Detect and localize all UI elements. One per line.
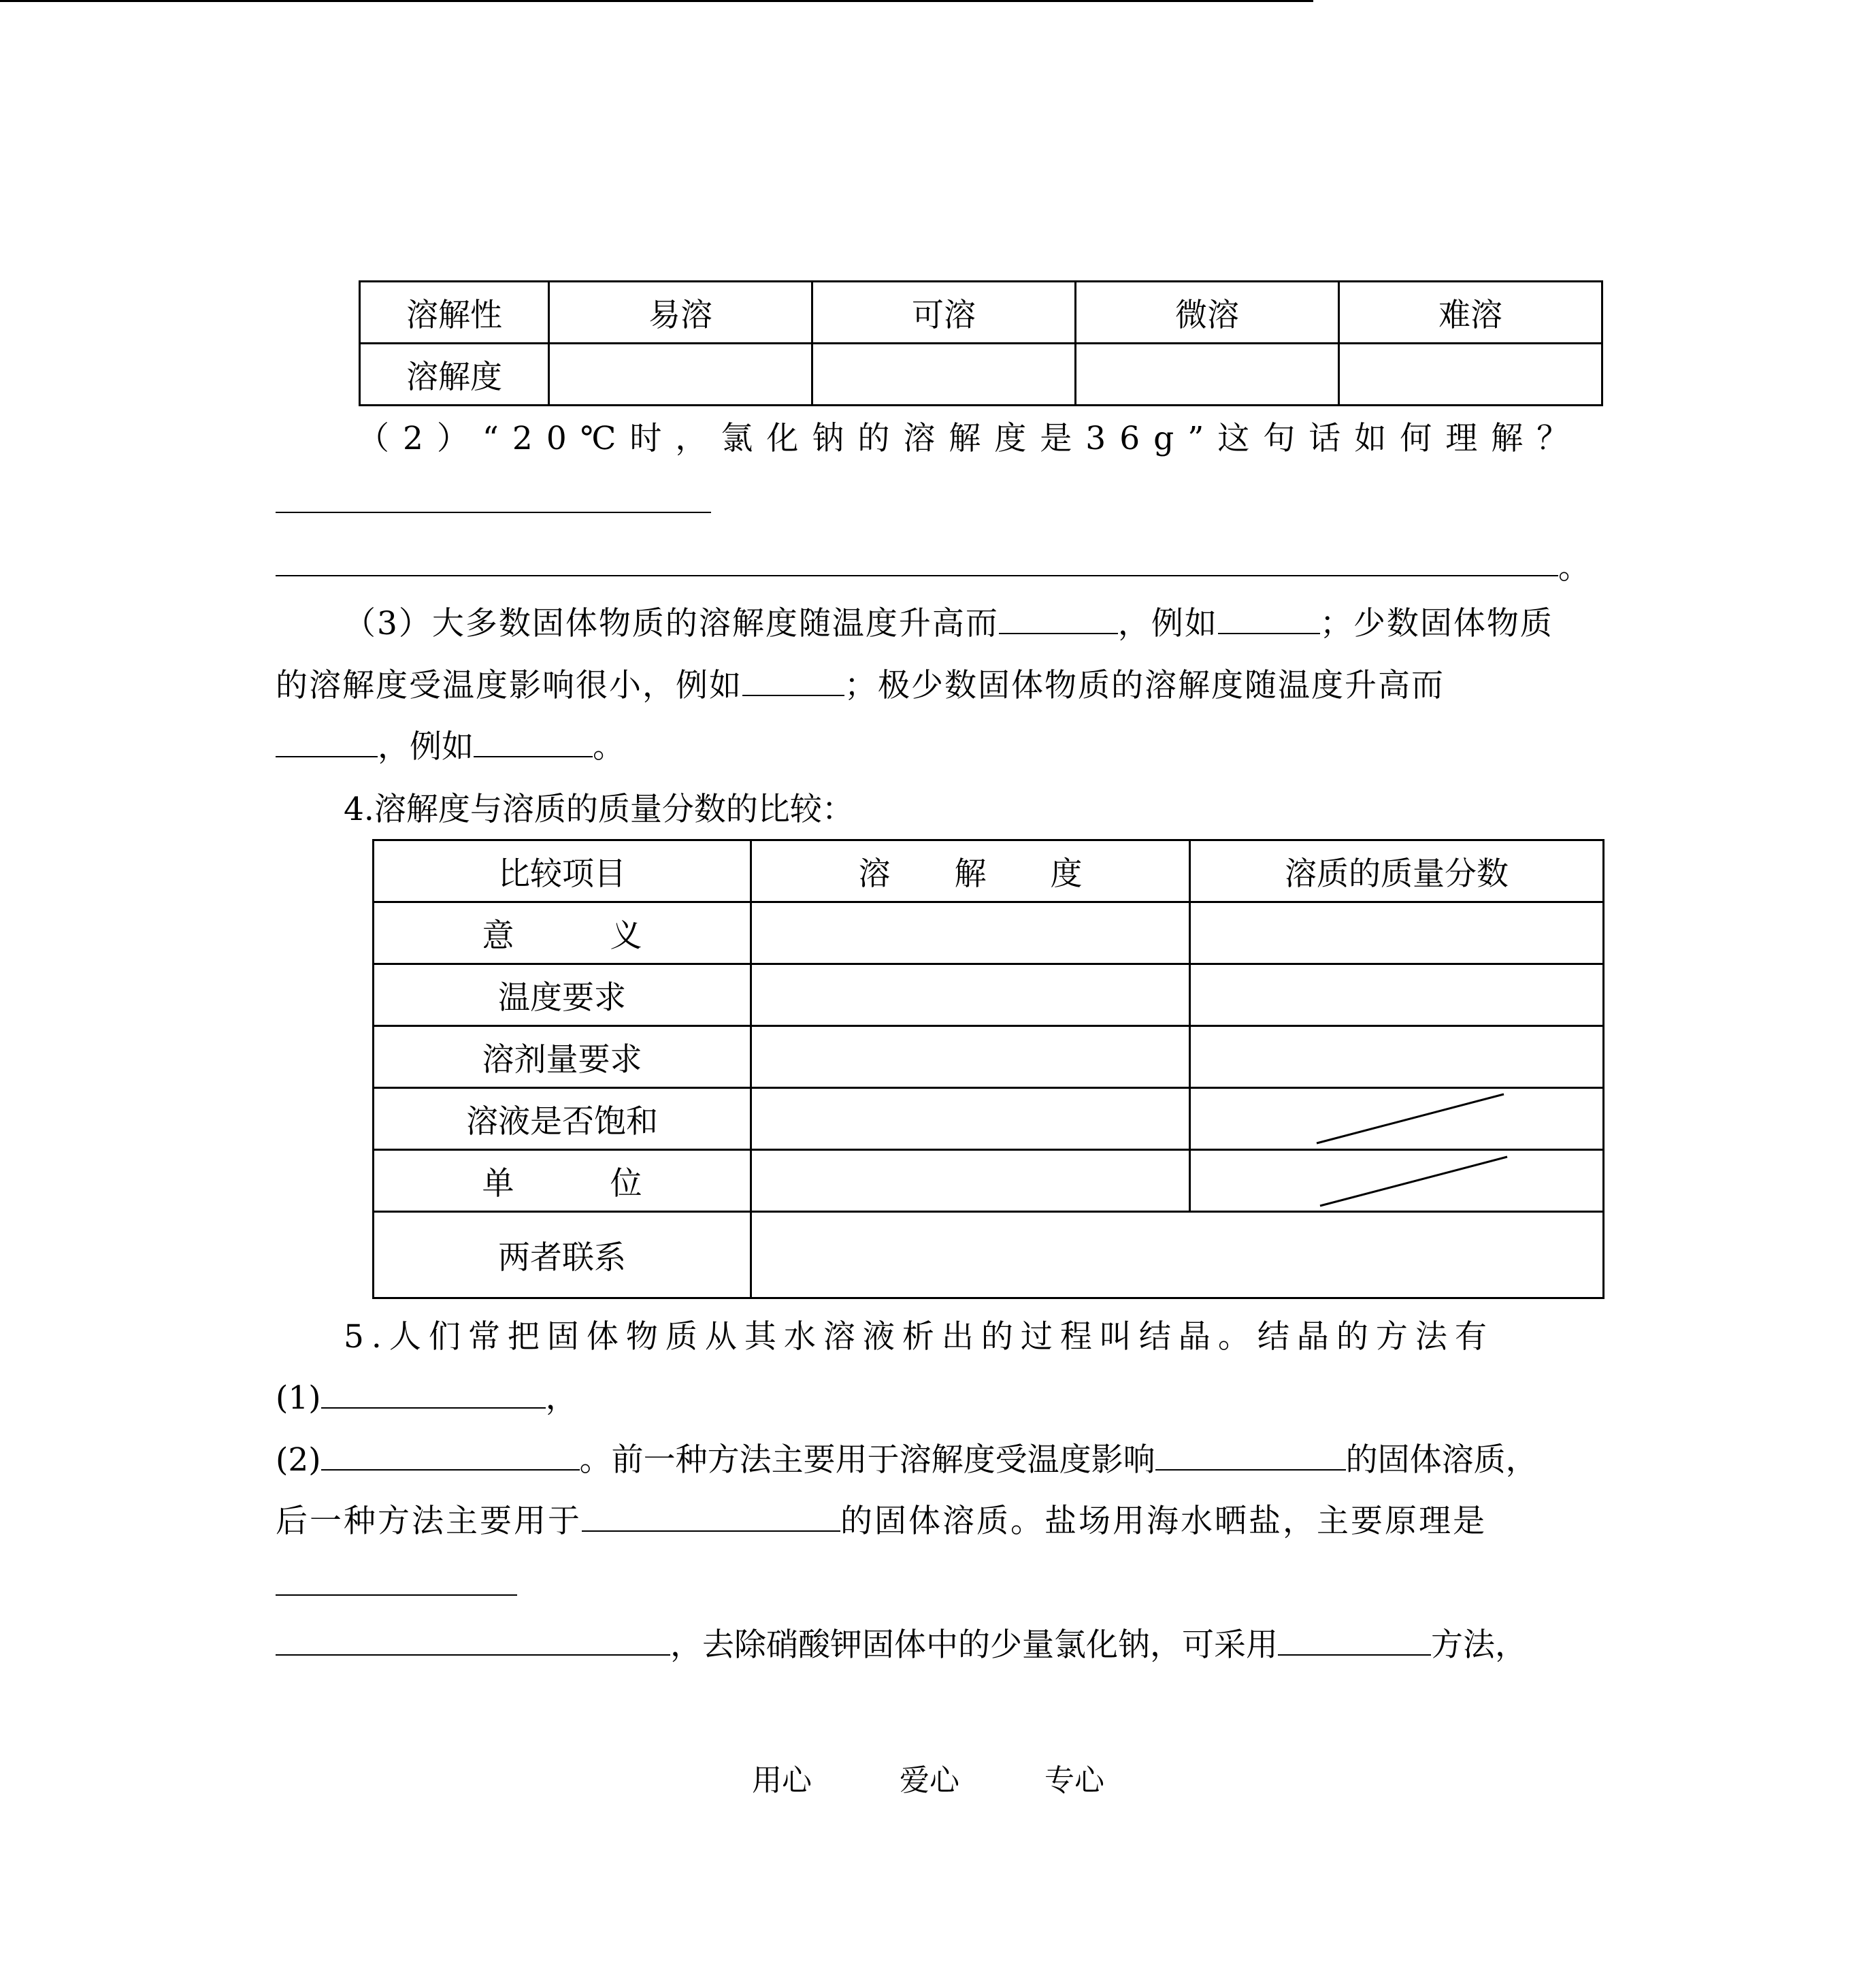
- table-cell: 溶液是否饱和: [374, 1088, 751, 1150]
- table-cell: 可溶: [812, 282, 1076, 344]
- text: 。: [593, 728, 625, 766]
- text: 方法，: [1431, 1626, 1527, 1664]
- question-4-title: 4.溶解度与溶质的质量分数的比较：: [344, 791, 854, 828]
- question-3-line-3: [276, 727, 625, 768]
- text: 的固体溶质，: [1345, 1441, 1538, 1479]
- question-5-line-2: [276, 1378, 578, 1419]
- period: 。: [1558, 549, 1590, 587]
- table-row: [374, 1088, 1604, 1150]
- table-cell: 意 义: [374, 902, 751, 964]
- text: ，去除硝酸钾固体中的少量氯化钠，可采用: [670, 1626, 1278, 1664]
- text: (2): [276, 1441, 321, 1479]
- text: ，例如: [1117, 605, 1218, 642]
- table-row: [374, 1212, 1604, 1298]
- text: (1): [276, 1379, 321, 1417]
- table-row: [374, 902, 1604, 964]
- text: ，: [545, 1379, 578, 1417]
- fill-blank[interactable]: [474, 727, 593, 757]
- table-cell: 溶 解 度: [751, 840, 1190, 902]
- fill-blank[interactable]: [321, 1379, 546, 1409]
- answer-cell[interactable]: [751, 964, 1190, 1026]
- question-5-line-4: [276, 1501, 1487, 1542]
- footer-text: 用心: [752, 1763, 812, 1798]
- table-row: [374, 840, 1604, 902]
- fill-blank[interactable]: [1155, 1441, 1346, 1471]
- text: ；极少数固体物质的溶解度随温度升高而: [844, 667, 1445, 704]
- footer-text: 专心: [1044, 1763, 1104, 1798]
- question-5-line-6: [276, 1625, 1527, 1666]
- answer-cell[interactable]: [1190, 1026, 1604, 1088]
- answer-cell[interactable]: [812, 344, 1076, 406]
- table-cell: 两者联系: [374, 1212, 751, 1298]
- text: 的固体溶质。盐场用海水晒盐，主要原理是: [840, 1503, 1487, 1540]
- text: ；少数固体物质: [1319, 605, 1553, 642]
- answer-line[interactable]: [276, 1594, 517, 1596]
- answer-cell[interactable]: [751, 1088, 1190, 1150]
- table-row: [374, 1026, 1604, 1088]
- table-cell: 溶剂量要求: [374, 1026, 751, 1088]
- table-cell: 温度要求: [374, 964, 751, 1026]
- text: （3）大多数固体物质的溶解度随温度升高而: [344, 605, 999, 642]
- answer-cell[interactable]: [751, 1026, 1190, 1088]
- table-cell: 溶解性: [360, 282, 549, 344]
- text: 。前一种方法主要用于溶解度受温度影响: [579, 1441, 1155, 1479]
- table-row: [360, 344, 1602, 406]
- question-3-line-1: [344, 604, 1553, 644]
- table-cell: 溶解度: [360, 344, 549, 406]
- table-cell: 微溶: [1076, 282, 1339, 344]
- answer-cell[interactable]: [1190, 964, 1604, 1026]
- fill-blank[interactable]: [999, 604, 1118, 634]
- table-row: [360, 282, 1602, 344]
- fill-blank[interactable]: [742, 666, 844, 696]
- question-2: （2）“20℃时，氯化钠的溶解度是36g”这句话如何理解？: [357, 420, 1583, 457]
- answer-cell[interactable]: [751, 902, 1190, 964]
- fill-blank[interactable]: [276, 727, 378, 757]
- fill-blank[interactable]: [1218, 604, 1320, 634]
- fill-blank[interactable]: [582, 1502, 840, 1532]
- fill-blank[interactable]: [1278, 1626, 1431, 1656]
- answer-cell[interactable]: [751, 1212, 1604, 1298]
- header-rule: [0, 0, 1313, 2]
- fill-blank[interactable]: [276, 1626, 670, 1656]
- answer-line[interactable]: [276, 575, 1558, 576]
- crossed-cell: [1190, 1088, 1604, 1150]
- table-cell: 易溶: [549, 282, 812, 344]
- table-cell: 单 位: [374, 1150, 751, 1212]
- answer-cell[interactable]: [1076, 344, 1339, 406]
- table-row: [374, 964, 1604, 1026]
- comparison-table: [372, 839, 1605, 1299]
- solubility-table: [359, 280, 1603, 406]
- table-cell: 溶质的质量分数: [1190, 840, 1604, 902]
- question-3-line-2: [276, 666, 1445, 706]
- question-5-line-1: 5.人们常把固体物质从其水溶液析出的过程叫结晶。结晶的方法有: [344, 1318, 1494, 1356]
- table-cell: 比较项目: [374, 840, 751, 902]
- crossed-cell: [1190, 1150, 1604, 1212]
- fill-blank[interactable]: [321, 1441, 580, 1471]
- answer-cell[interactable]: [1339, 344, 1602, 406]
- answer-cell[interactable]: [1190, 902, 1604, 964]
- text: ，例如: [378, 728, 474, 766]
- answer-line[interactable]: [276, 512, 711, 513]
- text: 后一种方法主要用于: [276, 1503, 582, 1540]
- answer-cell[interactable]: [549, 344, 812, 406]
- table-row: [374, 1150, 1604, 1212]
- text: 的溶解度受温度影响很小，例如: [276, 667, 742, 704]
- table-cell: 难溶: [1339, 282, 1602, 344]
- footer-text: 爱心: [900, 1763, 959, 1798]
- question-5-line-3: [276, 1440, 1538, 1481]
- answer-cell[interactable]: [751, 1150, 1190, 1212]
